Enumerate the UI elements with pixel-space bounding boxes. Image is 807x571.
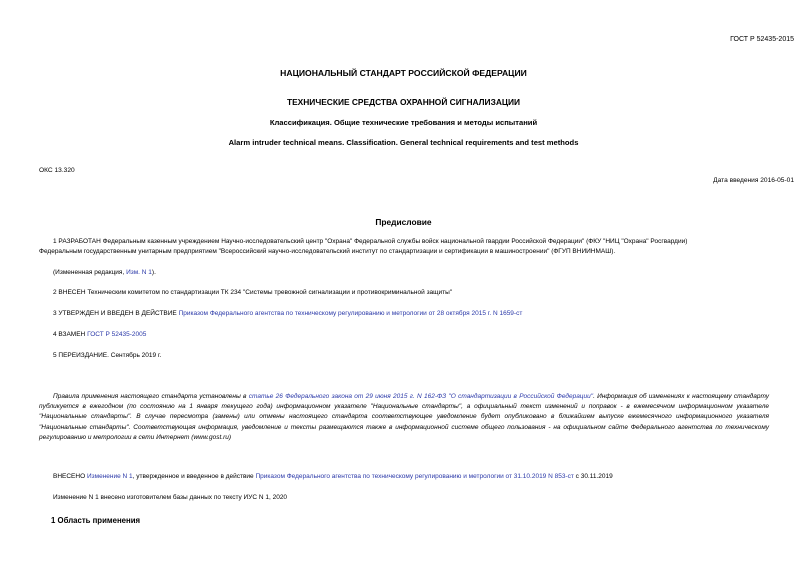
document-subtitle-ru: Классификация. Общие технические требования и методы испытаний bbox=[269, 118, 538, 127]
item-4-prefix: 4 ВЗАМЕН bbox=[53, 331, 88, 338]
foreword-item-1-line-2: Федеральным государственным унитарным предприятием "Всероссийский научно-исследовательский институт по стандартизации и сертификации в машиностроении" (ФГУП ВНИИНМАШ). bbox=[39, 248, 616, 255]
foreword-item-2: 2 ВНЕСЕН Техническим комитетом по стандартизации ТК 234 "Системы тревожной сигнализации и противокриминальной защиты" bbox=[53, 289, 453, 296]
foreword-item-4 bbox=[53, 331, 146, 338]
amendment-prefix: ВНЕСЕНО bbox=[53, 473, 87, 480]
introduction-date: Дата введения 2016-05-01 bbox=[713, 177, 794, 184]
federal-law-link[interactable]: статье 26 Федерального закона от 29 июня 2015 г. N 162-ФЗ "О стандартизации в Российской Федерации" bbox=[248, 393, 594, 400]
foreword-item-1-note bbox=[53, 269, 156, 276]
note-prefix: (Измененная редакция, bbox=[53, 269, 127, 276]
document-title-en: Alarm intruder technical means. Classification. General technical requirements and test methods bbox=[228, 138, 579, 147]
document-code: ГОСТ Р 52435-2015 bbox=[730, 36, 794, 43]
replaced-standard-link[interactable]: ГОСТ Р 52435-2005 bbox=[87, 331, 147, 338]
amendment-order-link[interactable]: Приказом Федерального агентства по техническому регулированию и метрологии от 31.10.2019 N 853-ст bbox=[255, 473, 574, 480]
section-1-heading: 1 Область применения bbox=[51, 516, 141, 525]
approval-order-link[interactable]: Приказом Федерального агентства по техническому регулированию и метрологии от 28 октября 2015 г. N 1659-ст bbox=[178, 310, 523, 317]
amendment-line bbox=[53, 473, 613, 480]
amendment-1-doc-link[interactable]: Изменение N 1 bbox=[86, 473, 133, 480]
item-3-prefix: 3 УТВЕРЖДЕН И ВВЕДЕН В ДЕЙСТВИЕ bbox=[53, 310, 179, 317]
note-suffix: ). bbox=[151, 269, 156, 276]
amendment-middle: , утвержденное и введенное в действие bbox=[132, 473, 256, 480]
foreword-item-3 bbox=[53, 310, 522, 317]
oks-code: ОКС 13.320 bbox=[39, 167, 75, 174]
amendment-note: Изменение N 1 внесено изготовителем базы данных по тексту ИУС N 1, 2020 bbox=[53, 494, 288, 501]
amendment-1-link[interactable]: Изм. N 1 bbox=[126, 269, 152, 276]
rules-text-2: . Информация об изменениях к настоящему стандарту публикуется в ежегодном (по состоянию на 1 января текущего года) информационном указателе "Национальные стандарты", а официальный текст изменений и поправок - в ежемесячном информационном указателе "Национальные стандарты". В случае пересмотра (замены) или отмены настоящего стандарта соответствующее уведомление будет опубликовано в ближайшем выпуске ежемесячного информационного указателя "Национальные стандарты". Соответствующая информация, уведомление и тексты размещаются также в информационной системе общего пользования - на официальном сайте Федерального агентства по техническому регулированию и метрологии в сети Интернет (www.gost.ru) bbox=[39, 393, 769, 441]
foreword-item-1-line-1: 1 РАЗРАБОТАН Федеральным казенным учреждением Научно-исследовательский центр "Охрана" Федеральной службы войск национальной гвардии Российской Федерации" (ФКУ "НИЦ "Охрана" Росгвардии) bbox=[53, 238, 688, 245]
rules-of-application bbox=[39, 392, 769, 443]
document-title-ru: ТЕХНИЧЕСКИЕ СРЕДСТВА ОХРАННОЙ СИГНАЛИЗАЦИИ bbox=[286, 97, 521, 107]
rules-text-1: Правила применения настоящего стандарта установлены в bbox=[53, 393, 249, 400]
foreword-heading: Предисловие bbox=[375, 217, 432, 227]
standard-type-title: НАЦИОНАЛЬНЫЙ СТАНДАРТ РОССИЙСКОЙ ФЕДЕРАЦИИ bbox=[280, 68, 527, 78]
amendment-suffix: с 30.11.2019 bbox=[573, 473, 613, 480]
foreword-item-5: 5 ПЕРЕИЗДАНИЕ. Сентябрь 2019 г. bbox=[53, 352, 162, 359]
